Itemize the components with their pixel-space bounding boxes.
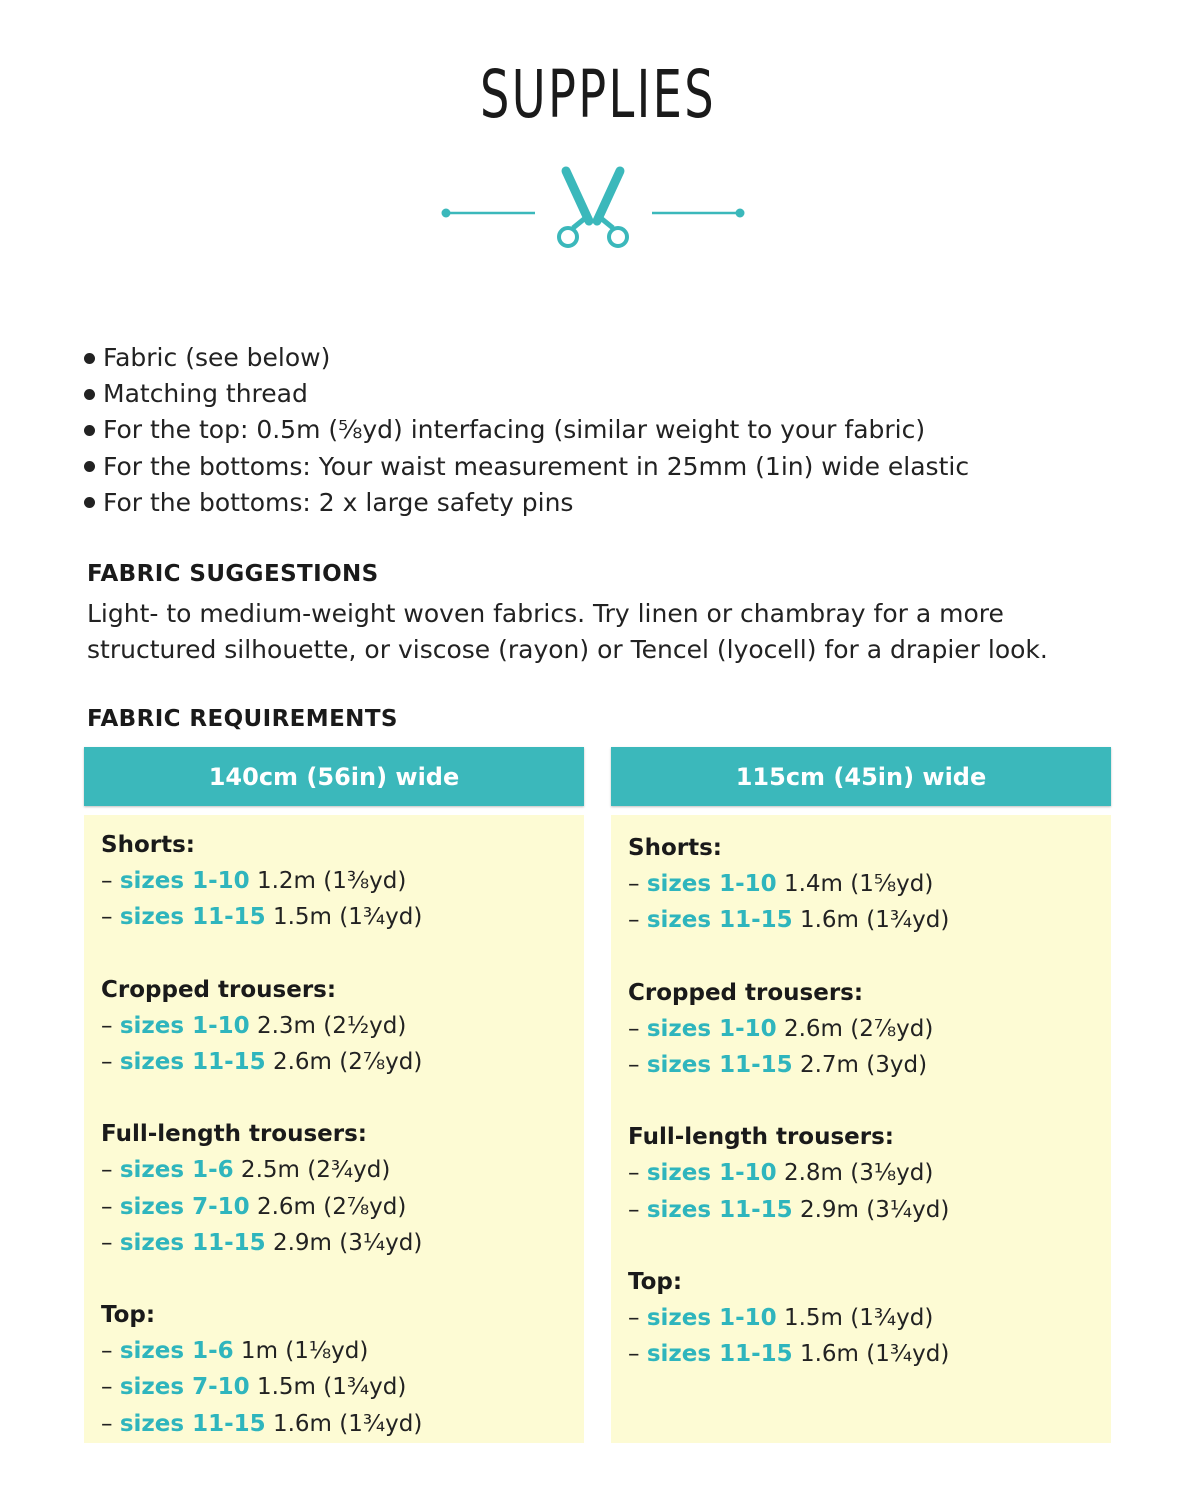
size-range: sizes 11-15 (646, 1052, 793, 1079)
size-range: sizes 1-10 (646, 1015, 777, 1042)
size-range: sizes 11-15 (646, 907, 793, 934)
table-header: 115cm (45in) wide (611, 747, 1111, 806)
size-range: sizes 1-6 (119, 1338, 234, 1365)
group-cropped-trousers (628, 975, 1111, 1084)
size-range: sizes 11-15 (119, 904, 266, 931)
size-row: – sizes 1-10 1.5m (1¾yd) (628, 1305, 934, 1332)
group-top (628, 1264, 1111, 1373)
group-title: Top: (101, 1302, 156, 1329)
size-range: sizes 11-15 (119, 1049, 266, 1076)
table-body (611, 815, 1111, 1443)
group-full-length-trousers (101, 1116, 584, 1261)
requirements-table-140cm (84, 747, 584, 1443)
requirements-table-115cm (611, 747, 1111, 1443)
fabric-amount: 1.6m (1¾yd) (792, 1341, 950, 1368)
size-row: – sizes 1-10 2.8m (3⅛yd) (628, 1160, 934, 1187)
size-row: – sizes 1-10 2.3m (2½yd) (101, 1012, 407, 1039)
fabric-amount: 1.5m (1¾yd) (265, 904, 423, 931)
fabric-suggestions-text: Light- to medium-weight woven fabrics. Try linen or chambray for a more structured silhouette, or viscose (rayon) or Tencel (lyocell) for a drapier look. (87, 599, 1048, 664)
fabric-amount: 2.3m (2½yd) (249, 1012, 407, 1039)
bullet-icon (84, 497, 95, 508)
fabric-amount: 1.2m (1⅜yd) (249, 868, 407, 895)
size-row: – sizes 11-15 1.6m (1¾yd) (628, 1341, 950, 1368)
size-row: – sizes 1-6 2.5m (2¾yd) (101, 1157, 391, 1184)
fabric-amount: 2.8m (3⅛yd) (776, 1160, 934, 1187)
bullet-icon (84, 353, 95, 364)
fabric-requirements-heading: FABRIC REQUIREMENTS (87, 706, 398, 732)
size-row: – sizes 1-6 1m (1⅛yd) (101, 1338, 369, 1365)
list-item: For the bottoms: 2 x large safety pins (84, 485, 969, 521)
group-shorts (101, 827, 584, 936)
fabric-amount: 2.9m (3¼yd) (265, 1229, 423, 1256)
size-row: – sizes 11-15 1.6m (1¾yd) (628, 907, 950, 934)
list-item: Fabric (see below) (84, 340, 969, 376)
size-row: – sizes 11-15 2.9m (3¼yd) (101, 1229, 423, 1256)
table-body (84, 815, 584, 1443)
fabric-amount: 1.6m (1¾yd) (792, 907, 950, 934)
size-range: sizes 7-10 (119, 1193, 250, 1220)
group-title: Cropped trousers: (101, 976, 337, 1003)
page-title: SUPPLIES (479, 56, 716, 133)
group-title: Full-length trousers: (101, 1121, 367, 1148)
size-row: – sizes 11-15 2.7m (3yd) (628, 1052, 928, 1079)
group-title: Full-length trousers: (628, 1124, 894, 1151)
size-row: – sizes 7-10 1.5m (1¾yd) (101, 1374, 407, 1401)
size-range: sizes 1-10 (646, 1160, 777, 1187)
table-header: 140cm (56in) wide (84, 747, 584, 806)
size-range: sizes 11-15 (646, 1196, 793, 1223)
fabric-amount: 1.5m (1¾yd) (776, 1305, 934, 1332)
fabric-amount: 2.6m (2⅞yd) (249, 1193, 407, 1220)
size-row: – sizes 11-15 1.5m (1¾yd) (101, 904, 423, 931)
group-full-length-trousers (628, 1119, 1111, 1228)
fabric-suggestions-heading: FABRIC SUGGESTIONS (87, 561, 379, 587)
fabric-amount: 1.6m (1¾yd) (265, 1410, 423, 1437)
size-range: sizes 11-15 (119, 1229, 266, 1256)
fabric-amount: 2.7m (3yd) (792, 1052, 928, 1079)
group-shorts (628, 830, 1111, 939)
size-range: sizes 1-10 (119, 868, 250, 895)
size-row: – sizes 1-10 1.4m (1⅝yd) (628, 871, 934, 898)
list-item: For the top: 0.5m (⅝yd) interfacing (similar weight to your fabric) (84, 412, 969, 448)
size-range: sizes 1-10 (119, 1012, 250, 1039)
group-title: Top: (628, 1268, 683, 1295)
group-cropped-trousers (101, 972, 584, 1081)
fabric-amount: 1.5m (1¾yd) (249, 1374, 407, 1401)
group-title: Shorts: (101, 832, 195, 858)
bullet-icon (84, 461, 95, 472)
supplies-list (84, 340, 969, 521)
group-title: Shorts: (628, 835, 722, 861)
size-row: – sizes 1-10 1.2m (1⅜yd) (101, 868, 407, 895)
size-range: sizes 7-10 (119, 1374, 250, 1401)
right-line (652, 209, 745, 218)
fabric-amount: 1m (1⅛yd) (233, 1338, 369, 1365)
fabric-amount: 2.6m (2⅞yd) (776, 1015, 934, 1042)
size-range: sizes 1-6 (119, 1157, 234, 1184)
scissors-divider (440, 165, 750, 255)
size-row: – sizes 11-15 1.6m (1¾yd) (101, 1410, 423, 1437)
left-line (442, 209, 536, 218)
fabric-amount: 2.6m (2⅞yd) (265, 1049, 423, 1076)
list-item: Matching thread (84, 376, 969, 412)
size-range: sizes 1-10 (646, 1305, 777, 1332)
size-row: – sizes 11-15 2.6m (2⅞yd) (101, 1049, 423, 1076)
fabric-amount: 2.9m (3¼yd) (792, 1196, 950, 1223)
list-item: For the bottoms: Your waist measurement in 25mm (1in) wide elastic (84, 449, 969, 485)
scissors-icon (559, 171, 627, 246)
size-row: – sizes 11-15 2.9m (3¼yd) (628, 1196, 950, 1223)
size-range: sizes 11-15 (119, 1410, 266, 1437)
size-range: sizes 11-15 (646, 1341, 793, 1368)
bullet-icon (84, 425, 95, 436)
bullet-icon (84, 389, 95, 400)
fabric-amount: 2.5m (2¾yd) (233, 1157, 391, 1184)
group-title: Cropped trousers: (628, 979, 864, 1006)
size-range: sizes 1-10 (646, 871, 777, 898)
fabric-amount: 1.4m (1⅝yd) (776, 871, 934, 898)
size-row: – sizes 7-10 2.6m (2⅞yd) (101, 1193, 407, 1220)
group-top (101, 1297, 584, 1442)
size-row: – sizes 1-10 2.6m (2⅞yd) (628, 1015, 934, 1042)
